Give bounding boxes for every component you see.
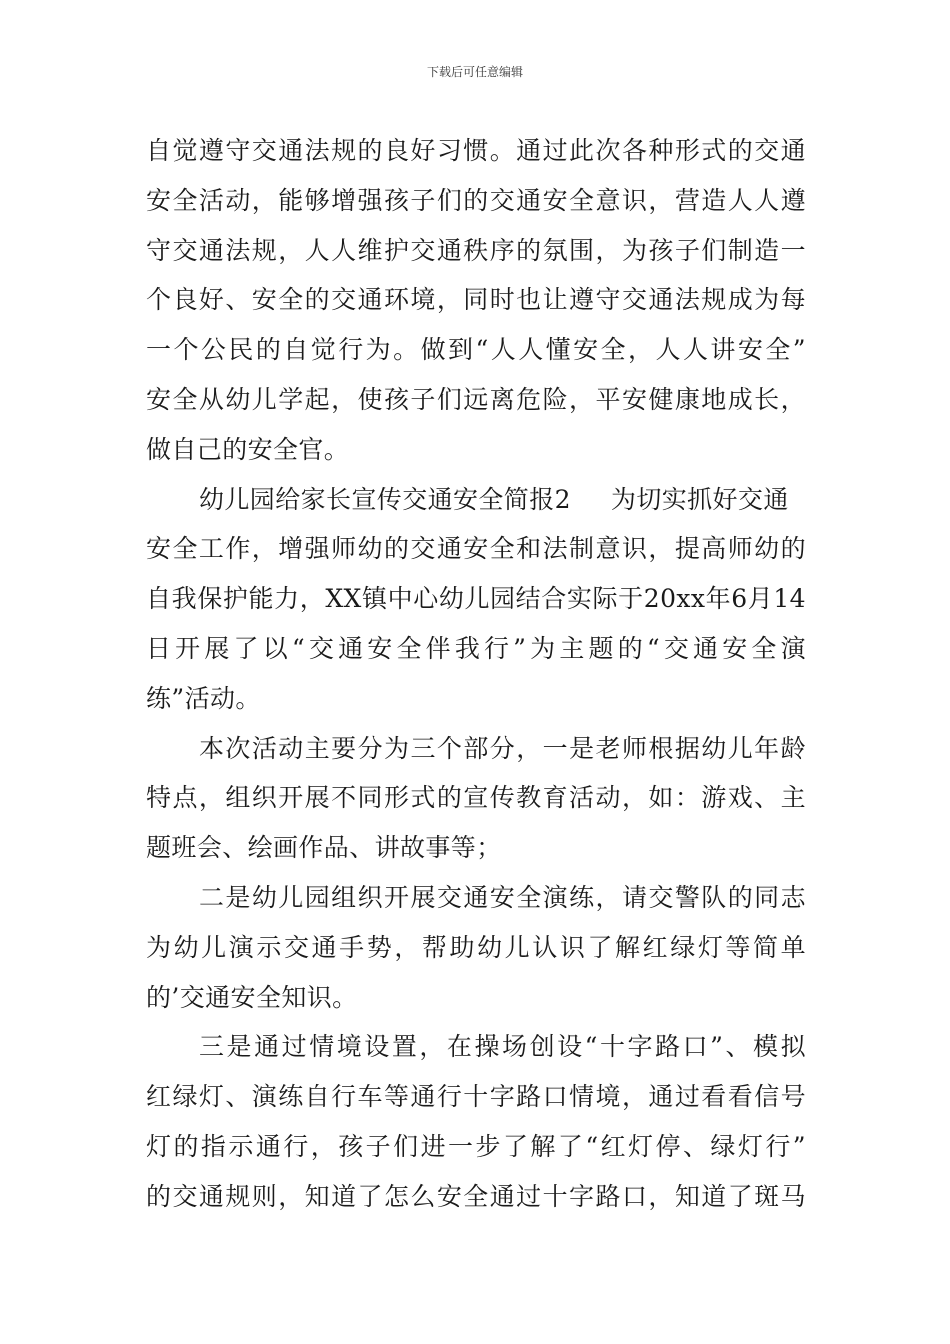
- text-line: 一个公民的自觉行为。做到“人人懂安全，人人讲安全”: [146, 335, 806, 365]
- text-line: 日开展了以“交通安全伴我行”为主题的“交通安全演: [146, 633, 806, 663]
- text-line: 三是通过情境设置，在操场创设“十字路口”、模拟: [199, 1032, 806, 1062]
- text-line: 为幼儿演示交通手势，帮助幼儿认识了解红绿灯等简单: [146, 932, 806, 962]
- document-body: [146, 126, 806, 1222]
- text-line: 灯的指示通行，孩子们进一步了解了“红灯停、绿灯行”: [146, 1131, 806, 1161]
- text-line: 做自己的安全官。: [146, 434, 350, 464]
- text-line: 红绿灯、演练自行车等通行十字路口情境，通过看看信号: [146, 1082, 806, 1112]
- text-line: 自觉遵守交通法规的良好习惯。通过此次各种形式的交通: [146, 136, 806, 165]
- text-line: [146, 475, 806, 525]
- report-title-inline: 幼儿园给家长宣传交通安全简报2: [199, 484, 571, 514]
- text-line: 题班会、绘画作品、讲故事等；: [146, 833, 502, 863]
- text-line: 安全从幼儿学起，使孩子们远离危险，平安健康地成长，: [146, 384, 806, 414]
- text-line: 特点，组织开展不同形式的宣传教育活动，如：游戏、主: [146, 783, 806, 813]
- text-line: 个良好、安全的交通环境，同时也让遵守交通法规成为每: [146, 285, 806, 315]
- text-line: 自我保护能力，XX镇中心幼儿园结合实际于20xx年6月14: [146, 584, 806, 614]
- line-tail: 为切实抓好交通: [610, 484, 789, 514]
- page-header: 下载后可任意编辑: [426, 65, 523, 79]
- text-line: 安全活动，能够增强孩子们的交通安全意识，营造人人遵: [146, 185, 806, 215]
- text-line: 二是幼儿园组织开展交通安全演练，请交警队的同志: [199, 882, 806, 912]
- text-line: 本次活动主要分为三个部分，一是老师根据幼儿年龄: [199, 733, 806, 763]
- text-line: 的’交通安全知识。: [146, 982, 358, 1012]
- text-line: 的交通规则，知道了怎么安全通过十字路口，知道了斑马: [146, 1181, 806, 1211]
- text-line: 安全工作，增强师幼的交通安全和法制意识，提高师幼的: [146, 534, 806, 564]
- text-line: 守交通法规，人人维护交通秩序的氛围，为孩子们制造一: [146, 235, 806, 265]
- text-line: 练”活动。: [146, 683, 261, 713]
